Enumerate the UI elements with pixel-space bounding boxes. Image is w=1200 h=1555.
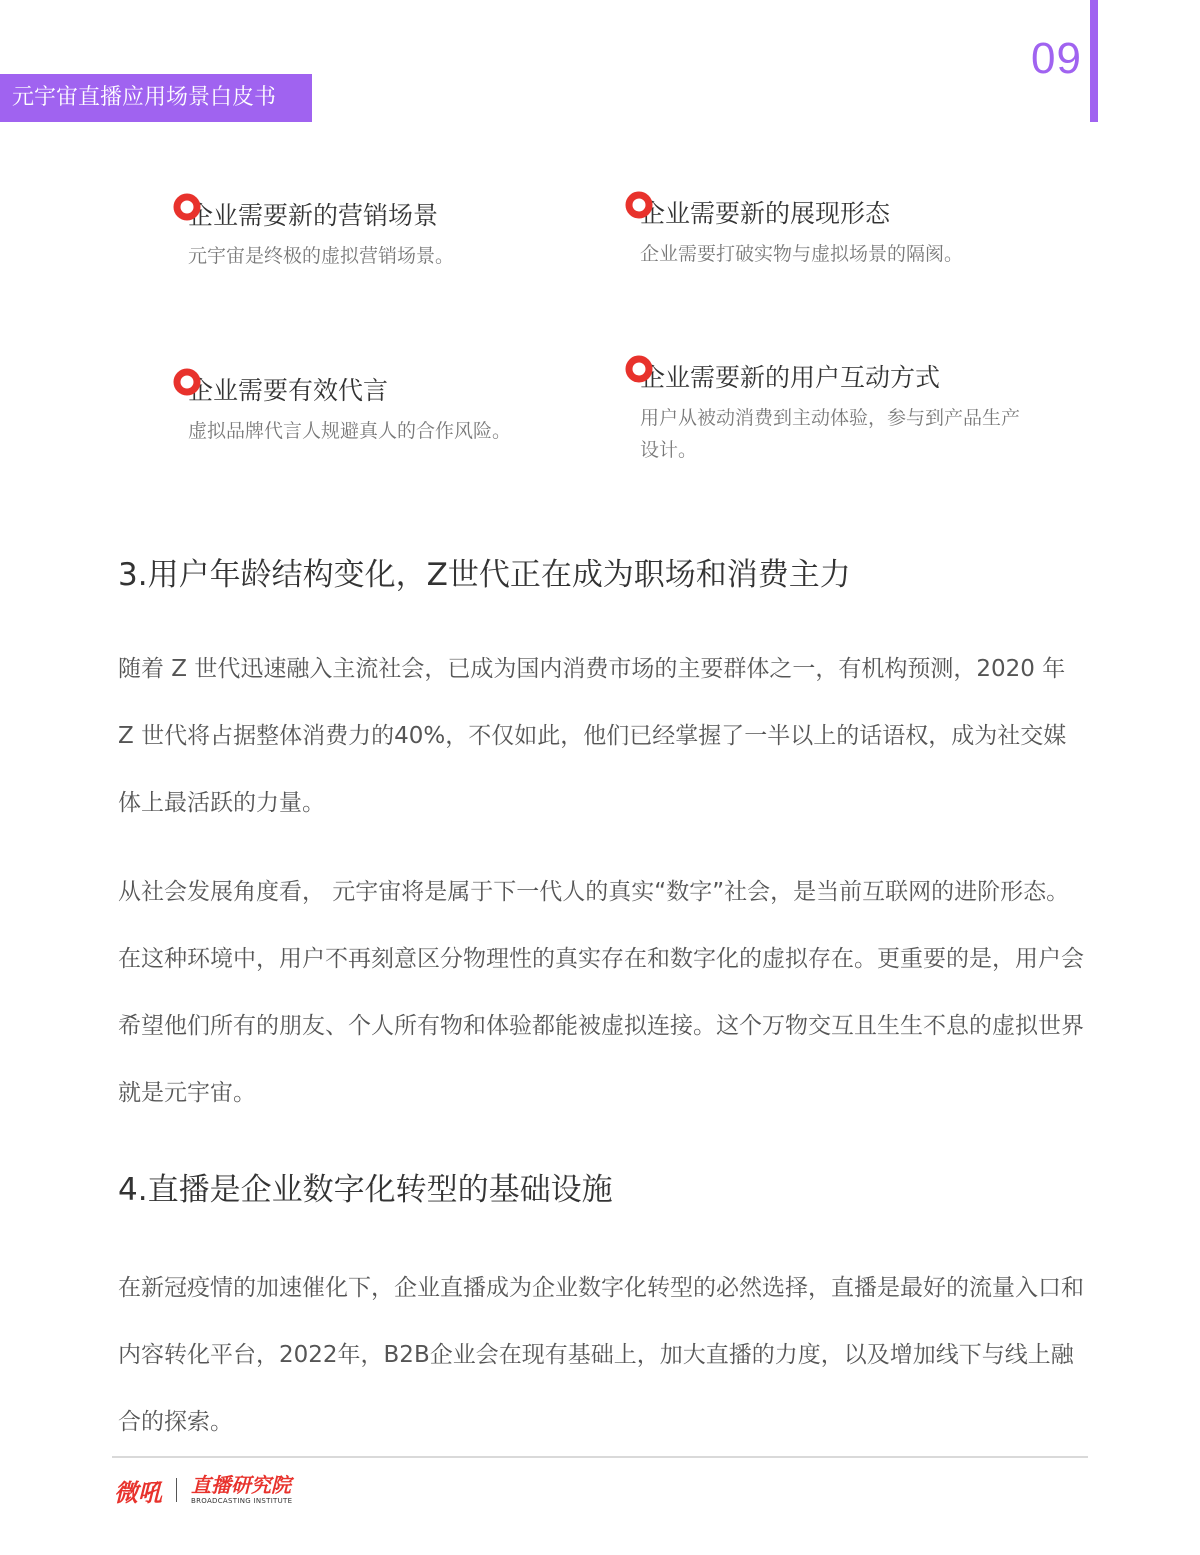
feature-user-interaction	[640, 360, 1020, 466]
institute-name-cn: 直播研究院	[191, 1473, 291, 1497]
body-paragraph: 从社会发展角度看， 元宇宙将是属于下一代人的真实“数字”社会，是当前互联网的进阶形态。在这种环境中，用户不再刻意区分物理性的真实存在和数字化的虚拟存在。更重要的是，用户会希望他们所有的朋友、个人所有物和体验都能被虚拟连接。这个万物交互且生生不息的虚拟世界就是元宇宙。	[118, 879, 1084, 1106]
body-paragraph: 随着 Z 世代迅速融入主流社会，已成为国内消费市场的主要群体之一，有机构预测，2020 年 Z 世代将占据整体消费力的40%，不仅如此，他们已经掌握了一半以上的话语权，成为社交媒体上最活跃的力量。	[118, 656, 1067, 816]
accent-bar	[1090, 0, 1098, 122]
bullet-ring-icon	[624, 190, 654, 220]
bullet-ring-icon	[172, 367, 202, 397]
page-number: 09	[1031, 34, 1082, 83]
bullet-ring-icon	[172, 192, 202, 222]
logo-separator	[176, 1478, 177, 1502]
footer-logo	[114, 1470, 292, 1510]
feature-title: 企业需要新的展现形态	[640, 199, 891, 228]
feature-desc: 虚拟品牌代言人规避真人的合作风险。	[188, 420, 512, 442]
feature-display-form	[640, 196, 1060, 270]
feature-desc: 元宇宙是终极的虚拟营销场景。	[188, 245, 455, 267]
weiyan-logo: 微吼	[114, 1478, 162, 1507]
feature-title: 企业需要新的用户互动方式	[640, 363, 941, 392]
feature-title: 企业需要有效代言	[188, 376, 389, 405]
bullet-ring-icon	[624, 354, 654, 384]
feature-marketing-scene	[188, 198, 608, 272]
broadcasting-institute-logo	[191, 1475, 292, 1505]
feature-title: 企业需要新的营销场景	[188, 201, 439, 230]
section-title-gen-z: 3.用户年龄结构变化，Z世代正在成为职场和消费主力	[118, 557, 851, 593]
document-title-tag: 元宇宙直播应用场景白皮书	[0, 74, 312, 122]
feature-desc: 用户从被动消费到主动体验，参与到产品生产设计。	[640, 407, 1021, 461]
feature-endorsement	[188, 373, 608, 447]
feature-desc: 企业需要打破实物与虚拟场景的隔阂。	[640, 243, 964, 265]
institute-name-en: BROADCASTING INSTITUTE	[191, 1497, 293, 1505]
body-paragraph: 在新冠疫情的加速催化下，企业直播成为企业数字化转型的必然选择，直播是最好的流量入口和内容转化平台，2022年，B2B企业会在现有基础上，加大直播的力度，以及增加线下与线上融合的探索。	[118, 1275, 1084, 1435]
section-title-live-streaming: 4.直播是企业数字化转型的基础设施	[118, 1172, 613, 1208]
footer-divider	[112, 1456, 1088, 1458]
